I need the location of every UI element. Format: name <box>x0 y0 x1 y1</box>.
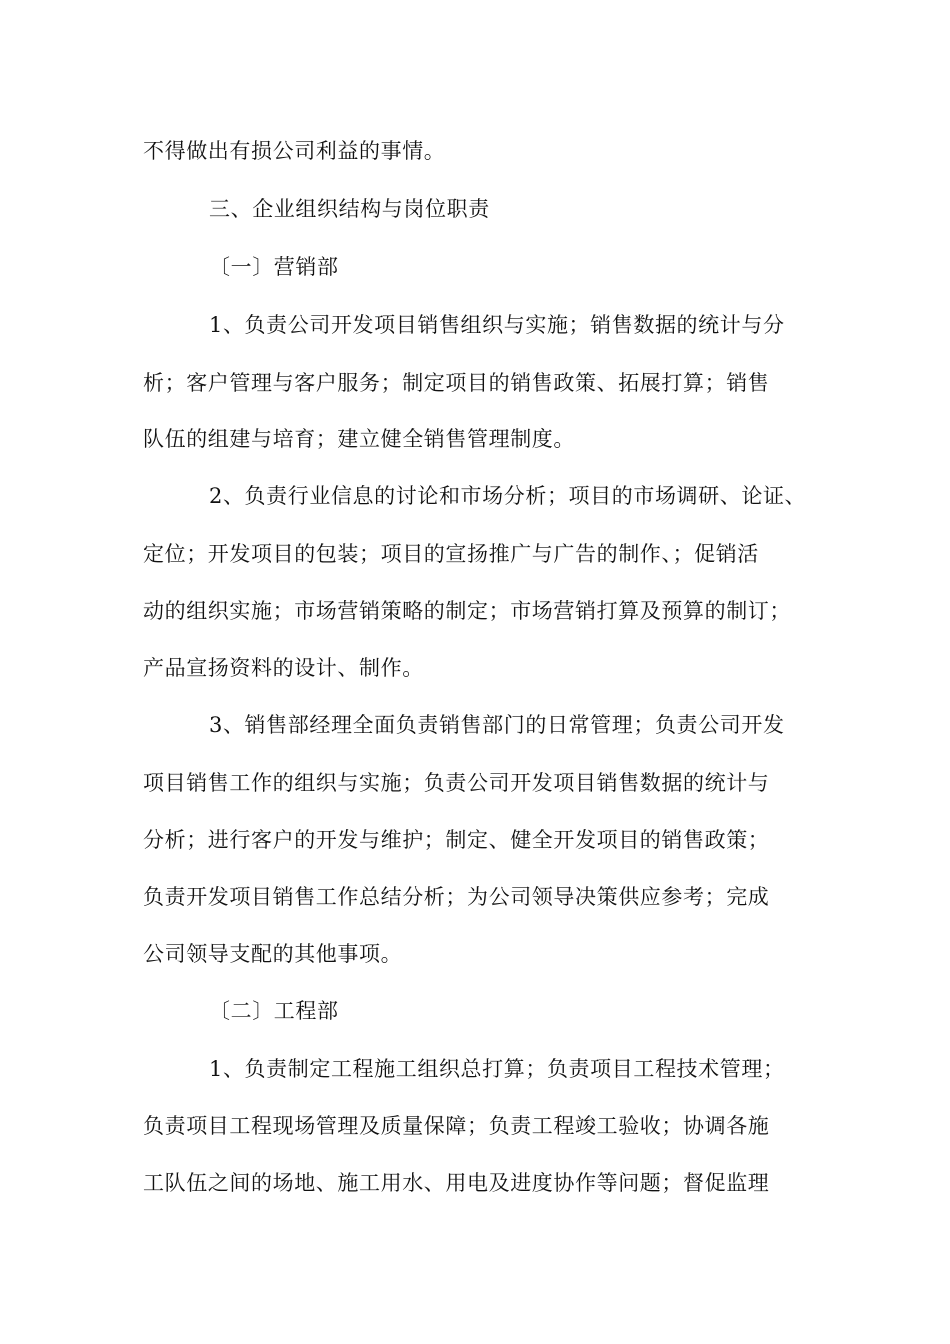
paragraph-line: 工队伍之间的场地、施工用水、用电及进度协作等问题；督促监理 <box>143 1171 770 1195</box>
paragraph-line: 分析；进行客户的开发与维护；制定、健全开发项目的销售政策； <box>143 828 770 852</box>
paragraph-line: 不得做出有损公司利益的事情。 <box>143 139 446 163</box>
subsection-heading: 〔二〕工程部 <box>209 999 339 1023</box>
paragraph-line: 动的组织实施；市场营销策略的制定；市场营销打算及预算的制订； <box>143 599 791 623</box>
paragraph-line: 1、负责公司开发项目销售组织与实施；销售数据的统计与分 <box>209 313 785 337</box>
paragraph-line: 析；客户管理与客户服务；制定项目的销售政策、拓展打算；销售 <box>143 371 770 395</box>
subsection-heading: 〔一〕营销部 <box>209 255 339 279</box>
paragraph-line: 产品宣扬资料的设计、制作。 <box>143 656 424 680</box>
paragraph-line: 公司领导支配的其他事项。 <box>143 942 403 966</box>
paragraph-line: 3、销售部经理全面负责销售部门的日常管理；负责公司开发 <box>209 713 785 737</box>
paragraph-line: 负责开发项目销售工作总结分析；为公司领导决策供应参考；完成 <box>143 885 770 909</box>
paragraph-line: 项目销售工作的组织与实施；负责公司开发项目销售数据的统计与 <box>143 771 770 795</box>
paragraph-line: 队伍的组建与培育；建立健全销售管理制度。 <box>143 427 575 451</box>
paragraph-line: 定位；开发项目的包装；项目的宣扬推广与广告的制作、；促销活 <box>143 542 759 566</box>
section-heading: 三、企业组织结构与岗位职责 <box>209 197 490 221</box>
paragraph-line: 2、负责行业信息的讨论和市场分析；项目的市场调研、论证、 <box>209 484 807 508</box>
paragraph-line: 负责项目工程现场管理及质量保障；负责工程竣工验收；协调各施 <box>143 1114 770 1138</box>
paragraph-line: 1、负责制定工程施工组织总打算；负责项目工程技术管理； <box>209 1057 785 1081</box>
